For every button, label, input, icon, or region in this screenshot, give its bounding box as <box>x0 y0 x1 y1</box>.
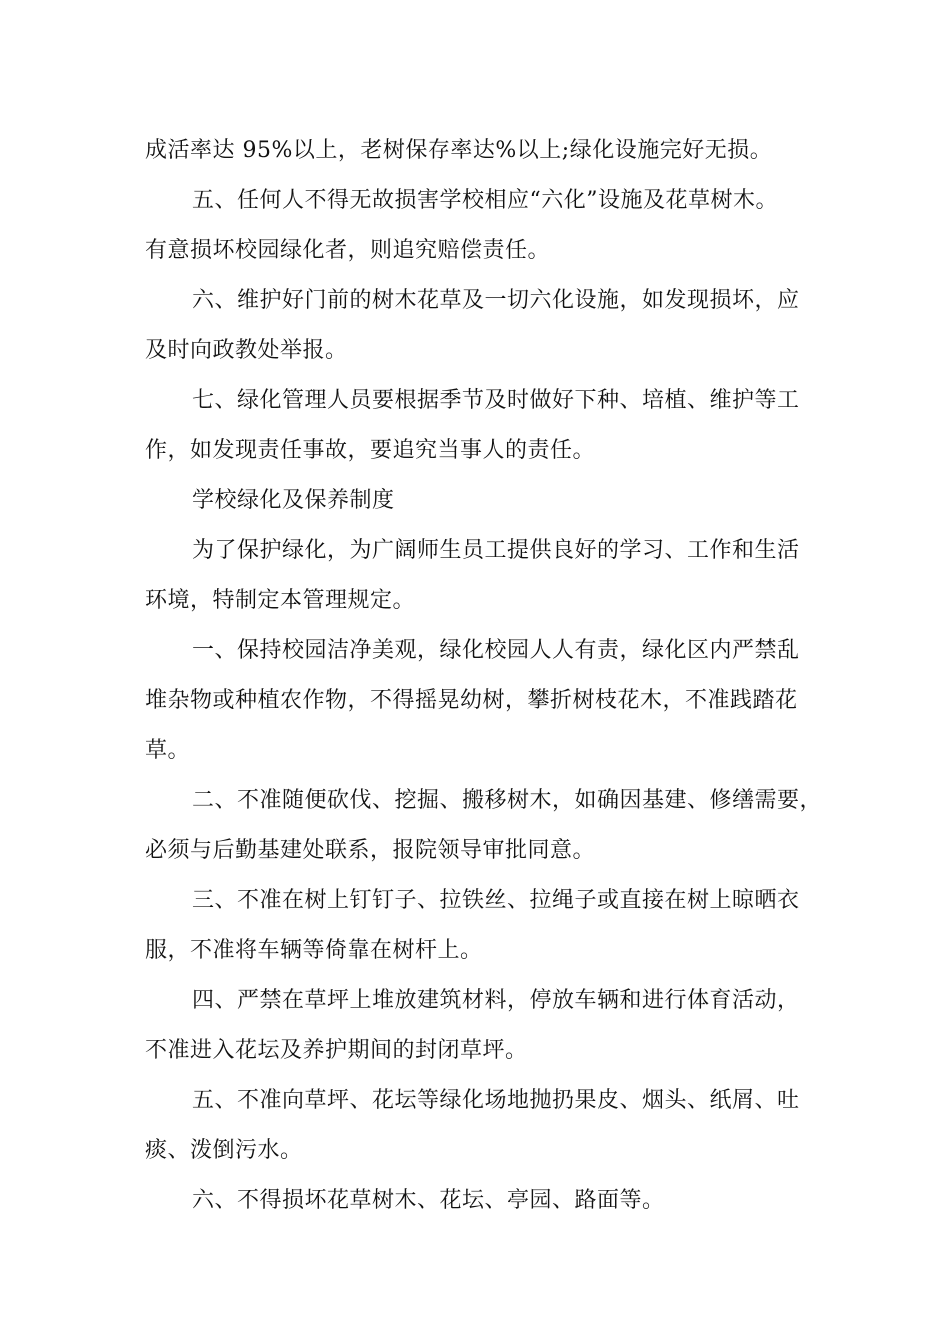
text-line: 痰、泼倒污水。 <box>145 1138 303 1163</box>
text-line: 三、不准在树上钉钉子、拉铁丝、拉绳子或直接在树上晾晒衣 <box>192 888 800 913</box>
text-line: 五、任何人不得无故损害学校相应“六化”设施及花草树木。 <box>192 188 778 213</box>
text-line: 堆杂物或种植农作物，不得摇晃幼树，攀折树枝花木，不准践踏花 <box>145 688 798 713</box>
text-line: 四、严禁在草坪上堆放建筑材料，停放车辆和进行体育活动， <box>192 988 800 1013</box>
text-line: 及时向政教处举报。 <box>145 338 348 363</box>
text-line: 二、不准随便砍伐、挖掘、搬移树木，如确因基建、修缮需要， <box>192 788 823 813</box>
text-line: 作，如发现责任事故，要追究当事人的责任。 <box>145 438 596 463</box>
text-line: 不准进入花坛及养护期间的封闭草坪。 <box>145 1038 528 1063</box>
text-line: 有意损坏校园绿化者，则追究赔偿责任。 <box>145 238 551 263</box>
text-line: 为了保护绿化，为广阔师生员工提供良好的学习、工作和生活 <box>192 538 800 563</box>
text-line: 七、绿化管理人员要根据季节及时做好下种、培植、维护等工 <box>192 388 800 413</box>
text-line: 六、不得损坏花草树木、花坛、亭园、路面等。 <box>192 1188 665 1213</box>
text-line: 服，不准将车辆等倚靠在树杆上。 <box>145 938 483 963</box>
text-line: 五、不准向草坪、花坛等绿化场地抛扔果皮、烟头、纸屑、吐 <box>192 1088 800 1113</box>
text-line: 环境，特制定本管理规定。 <box>145 588 416 613</box>
text-line: 草。 <box>145 738 191 763</box>
section-heading: 学校绿化及保养制度 <box>192 488 395 513</box>
text-line: 成活率达 95%以上，老树保存率达%以上;绿化设施完好无损。 <box>145 138 773 163</box>
text-line: 六、维护好门前的树木花草及一切六化设施，如发现损坏，应 <box>192 288 800 313</box>
text-line: 一、保持校园洁净美观，绿化校园人人有责，绿化区内严禁乱 <box>192 638 800 663</box>
text-line: 必须与后勤基建处联系，报院领导审批同意。 <box>145 838 596 863</box>
